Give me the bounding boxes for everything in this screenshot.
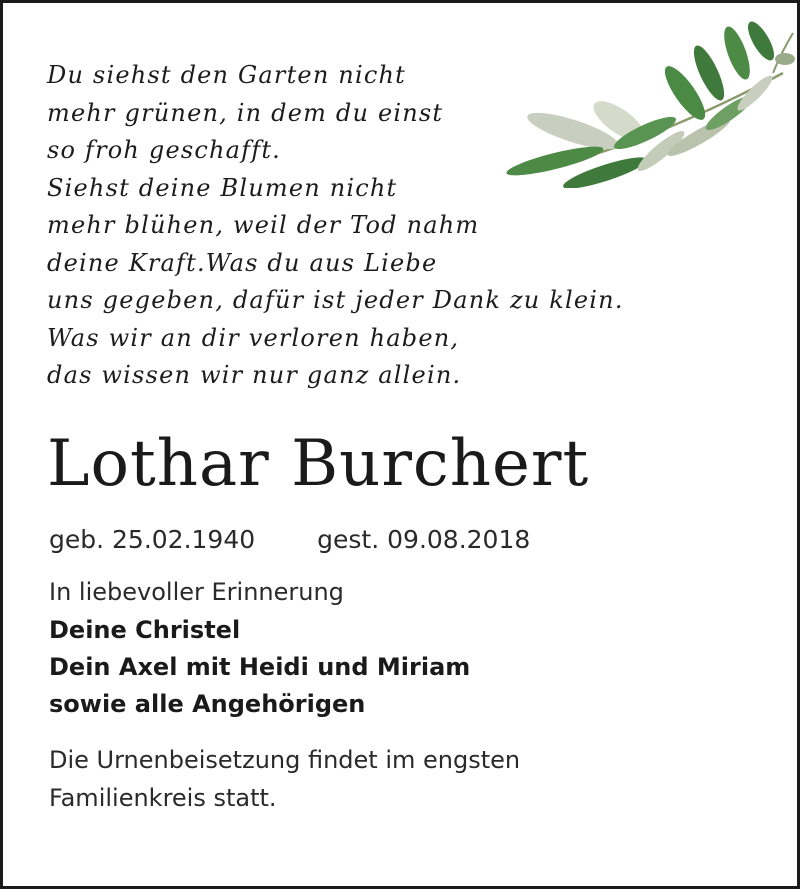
funeral-notice-line: Die Urnenbeisetzung findet im engsten [49,746,521,774]
olive-branch-icon [493,13,797,188]
poem-line: so froh geschafft. [47,136,282,164]
life-dates [49,525,530,554]
birth-date: geb. 25.02.1940 [49,525,256,554]
poem-line: mehr blühen, weil der Tod nahm [47,211,480,239]
remembrance-intro: In liebevoller Erinnerung [49,578,344,606]
poem-line: mehr grünen, in dem du einst [47,98,444,127]
mourner-name: Dein Axel mit Heidi und Miriam [49,653,471,681]
funeral-notice-line: Familienkreis statt. [49,784,277,812]
mourner-name: sowie alle Angehörigen [49,690,366,718]
mourner-name: Deine Christel [49,616,241,644]
death-date: gest. 09.08.2018 [317,525,531,554]
poem-line: Was wir an dir verloren haben, [47,323,460,352]
poem-line: Siehst deine Blumen nicht [47,173,398,202]
poem-line: das wissen wir nur ganz allein. [47,361,462,389]
poem-line: deine Kraft.Was du aus Liebe [47,248,438,277]
poem-line: uns gegeben, dafür ist jeder Dank zu klein. [47,286,624,314]
poem-line: Du siehst den Garten nicht [47,61,406,89]
deceased-name: Lothar Burchert [47,427,590,501]
